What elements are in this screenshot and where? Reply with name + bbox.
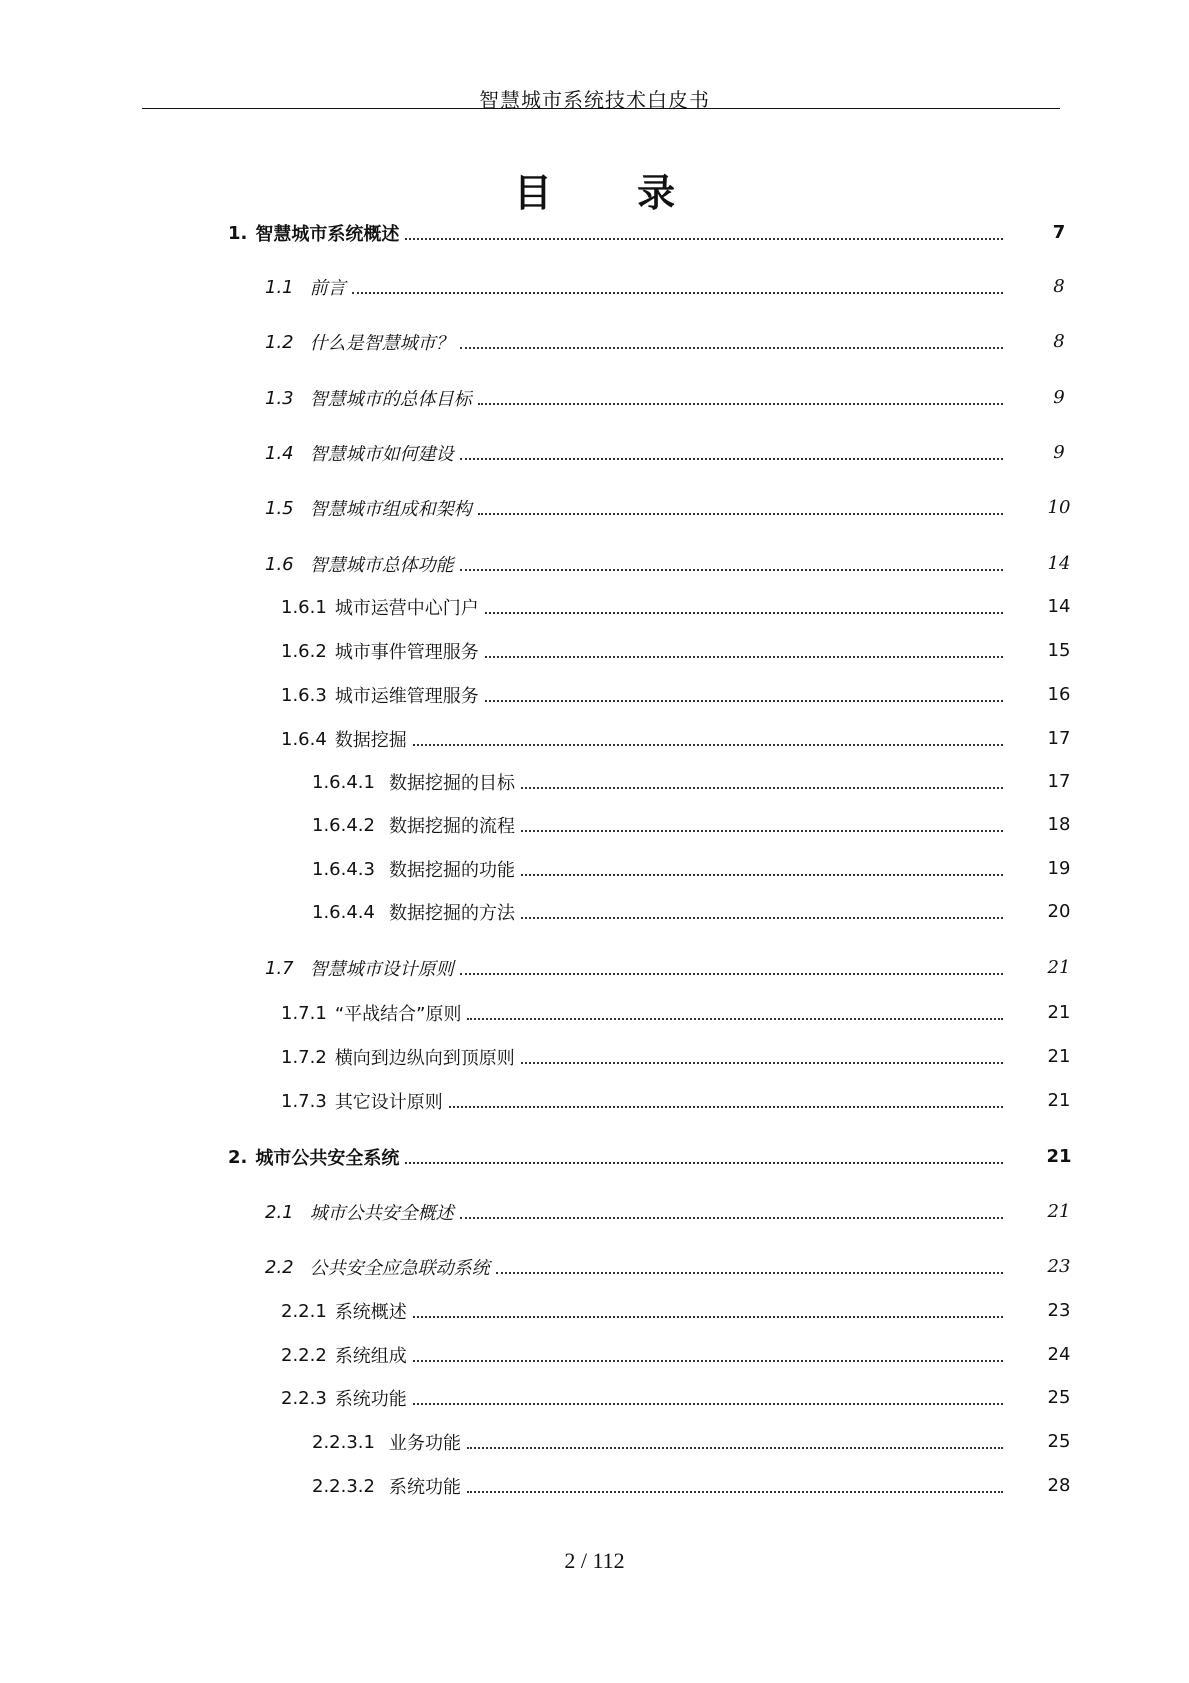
- toc-entry-number: 1.7.1: [281, 1002, 327, 1024]
- toc-entry[interactable]: [228, 218, 1066, 248]
- toc-entry-number: 1.6.4: [281, 728, 327, 750]
- toc-entry-title: 数据挖掘的目标: [388, 773, 515, 794]
- toc-dot-leader: [460, 569, 1003, 571]
- toc-dot-leader: [485, 656, 1003, 658]
- toc-entry-title: 智慧城市组成和架构: [309, 499, 472, 520]
- toc-entry-number: 2.: [228, 1146, 248, 1168]
- toc-entry[interactable]: [281, 1086, 1071, 1116]
- toc-dot-leader: [413, 1403, 1003, 1405]
- toc-entry[interactable]: [312, 1471, 1071, 1501]
- toc-entry-title: 城市运营中心门户: [334, 598, 479, 619]
- toc-dot-leader: [478, 403, 1003, 405]
- toc-entry-title: 数据挖掘的功能: [388, 860, 515, 881]
- toc-entry-number: 1.6.3: [281, 684, 327, 706]
- toc-entry-page: 17: [1047, 728, 1071, 749]
- toc-dot-leader: [521, 874, 1003, 876]
- toc-entry-title: 系统组成: [334, 1346, 407, 1367]
- toc-entry-page: 14: [1047, 553, 1071, 574]
- toc-dot-leader: [413, 744, 1003, 746]
- toc-entry[interactable]: [281, 998, 1071, 1028]
- toc-entry-page: 18: [1047, 814, 1071, 835]
- toc-dot-leader: [413, 1360, 1003, 1362]
- toc-entry[interactable]: [312, 897, 1071, 927]
- toc-entry-number: 1.3: [265, 387, 294, 409]
- toc-entry[interactable]: [281, 1383, 1071, 1413]
- toc-entry-page: 8: [1053, 331, 1065, 352]
- toc-entry[interactable]: [281, 1042, 1071, 1072]
- toc-entry-title: 前言: [309, 278, 346, 299]
- toc-entry-number: 1.6.4.1: [312, 771, 375, 793]
- toc-entry-title: 业务功能: [388, 1433, 461, 1454]
- toc-entry[interactable]: [265, 272, 1065, 302]
- toc-entry-title: “平战结合”原则: [334, 1004, 462, 1025]
- toc-entry-page: 23: [1047, 1256, 1071, 1277]
- toc-dot-leader: [460, 458, 1003, 460]
- toc-entry-number: 1.6.2: [281, 640, 327, 662]
- toc-entry-title: 数据挖掘的流程: [388, 816, 515, 837]
- toc-entry-page: 21: [1046, 1146, 1072, 1167]
- toc-dot-leader: [467, 1491, 1003, 1493]
- toc-entry-number: 1.7: [265, 957, 294, 979]
- toc-entry-number: 1.6.1: [281, 596, 327, 618]
- toc-entry-title: 数据挖掘的方法: [388, 903, 515, 924]
- toc-dot-leader: [467, 1018, 1003, 1020]
- toc-entry-page: 23: [1047, 1300, 1071, 1321]
- toc-entry-number: 2.1: [265, 1201, 294, 1223]
- toc-entry-title: 城市公共安全系统: [255, 1148, 400, 1169]
- toc-dot-leader: [460, 973, 1003, 975]
- toc-entry[interactable]: [312, 810, 1071, 840]
- toc-dot-leader: [405, 1162, 1003, 1164]
- toc-entry-page: 21: [1047, 1046, 1071, 1067]
- toc-entry-page: 25: [1047, 1387, 1071, 1408]
- toc-entry-number: 2.2.2: [281, 1344, 327, 1366]
- toc-entry[interactable]: [281, 636, 1071, 666]
- toc-entry-number: 1.6.4.2: [312, 814, 375, 836]
- toc-entry-title: 系统概述: [334, 1302, 407, 1323]
- toc-entry-page: 21: [1047, 957, 1071, 978]
- toc-dot-leader: [521, 917, 1003, 919]
- toc-entry-page: 24: [1047, 1344, 1071, 1365]
- toc-entry-number: 2.2.1: [281, 1300, 327, 1322]
- toc-entry-number: 1.1: [265, 276, 294, 298]
- toc-dot-leader: [405, 238, 1003, 240]
- toc-entry-title: 其它设计原则: [334, 1092, 443, 1113]
- toc-entry-title: 城市公共安全概述: [309, 1203, 454, 1224]
- toc-entry-title: 系统功能: [334, 1389, 407, 1410]
- toc-entry-title: 智慧城市如何建设: [309, 444, 454, 465]
- toc-entry-page: 21: [1047, 1201, 1071, 1222]
- toc-entry[interactable]: [312, 1427, 1071, 1457]
- toc-entry[interactable]: [265, 953, 1071, 983]
- running-header-title: 智慧城市系统技术白皮书: [479, 88, 710, 112]
- toc-entry-number: 2.2.3.1: [312, 1431, 375, 1453]
- toc-dot-leader: [521, 1062, 1003, 1064]
- toc-entry-page: 9: [1053, 387, 1065, 408]
- toc-dot-leader: [460, 347, 1003, 349]
- toc-entry[interactable]: [265, 1252, 1071, 1282]
- toc-entry-number: 1.6.4.4: [312, 901, 375, 923]
- toc-entry-page: 8: [1053, 276, 1065, 297]
- toc-entry-title: 横向到边纵向到顶原则: [334, 1048, 515, 1069]
- toc-dot-leader: [485, 700, 1003, 702]
- toc-entry[interactable]: [281, 1296, 1071, 1326]
- toc-entry-page: 25: [1047, 1431, 1071, 1452]
- toc-entry-page: 28: [1047, 1475, 1071, 1496]
- toc-entry[interactable]: [281, 680, 1071, 710]
- toc-entry[interactable]: [312, 767, 1071, 797]
- toc-entry-page: 21: [1047, 1090, 1071, 1111]
- toc-heading: 目 录: [513, 171, 712, 215]
- toc-entry-title: 智慧城市总体功能: [309, 555, 454, 576]
- toc-entry-number: 2.2: [265, 1256, 294, 1278]
- toc-entry[interactable]: [281, 592, 1071, 622]
- toc-dot-leader: [352, 292, 1003, 294]
- toc-entry-page: 14: [1047, 596, 1071, 617]
- toc-entry-number: 1.7.2: [281, 1046, 327, 1068]
- toc-entry-number: 1.2: [265, 331, 294, 353]
- toc-entry-number: 1.4: [265, 442, 294, 464]
- page-number: 2 / 112: [564, 1548, 625, 1573]
- toc-entry-page: 17: [1047, 771, 1071, 792]
- toc-entry-title: 公共安全应急联动系统: [309, 1258, 490, 1279]
- toc-dot-leader: [460, 1217, 1003, 1219]
- toc-entry-page: 16: [1047, 684, 1071, 705]
- toc-entry[interactable]: [312, 854, 1071, 884]
- toc-entry-page: 15: [1047, 640, 1071, 661]
- toc-entry[interactable]: [265, 549, 1071, 579]
- toc-entry-number: 2.2.3: [281, 1387, 327, 1409]
- toc-dot-leader: [478, 513, 1003, 515]
- toc-entry-title: 什么是智慧城市？: [309, 333, 454, 354]
- toc-entry-title: 智慧城市系统概述: [255, 224, 400, 245]
- toc-entry-page: 9: [1053, 442, 1065, 463]
- toc-entry-title: 智慧城市的总体目标: [309, 389, 472, 410]
- toc-entry-number: 2.2.3.2: [312, 1475, 375, 1497]
- toc-entry[interactable]: [281, 1340, 1071, 1370]
- toc-dot-leader: [496, 1272, 1003, 1274]
- toc-dot-leader: [449, 1106, 1003, 1108]
- toc-entry[interactable]: [265, 493, 1071, 523]
- toc-entry-page: 19: [1047, 858, 1071, 879]
- toc-entry-page: 7: [1052, 222, 1066, 243]
- toc-entry[interactable]: [265, 438, 1065, 468]
- toc-entry[interactable]: [265, 1197, 1071, 1227]
- toc-entry-title: 城市事件管理服务: [334, 642, 479, 663]
- toc-entry[interactable]: [228, 1142, 1072, 1172]
- toc-entry-number: 1.6.4.3: [312, 858, 375, 880]
- toc-entry-number: 1.5: [265, 497, 294, 519]
- toc-dot-leader: [485, 612, 1003, 614]
- toc-entry[interactable]: [265, 383, 1065, 413]
- toc-entry-number: 1.: [228, 222, 248, 244]
- toc-entry-title: 智慧城市设计原则: [309, 959, 454, 980]
- toc-entry-title: 系统功能: [388, 1477, 461, 1498]
- toc-entry[interactable]: [281, 724, 1071, 754]
- toc-entry-title: 城市运维管理服务: [334, 686, 479, 707]
- toc-entry[interactable]: [265, 327, 1065, 357]
- toc-entry-page: 21: [1047, 1002, 1071, 1023]
- toc-entry-number: 1.6: [265, 553, 294, 575]
- toc-entry-page: 20: [1047, 901, 1071, 922]
- toc-dot-leader: [413, 1316, 1003, 1318]
- toc-dot-leader: [467, 1447, 1003, 1449]
- toc-entry-number: 1.7.3: [281, 1090, 327, 1112]
- toc-entry-title: 数据挖掘: [334, 730, 407, 751]
- toc-dot-leader: [521, 830, 1003, 832]
- toc-entry-page: 10: [1047, 497, 1071, 518]
- toc-dot-leader: [521, 787, 1003, 789]
